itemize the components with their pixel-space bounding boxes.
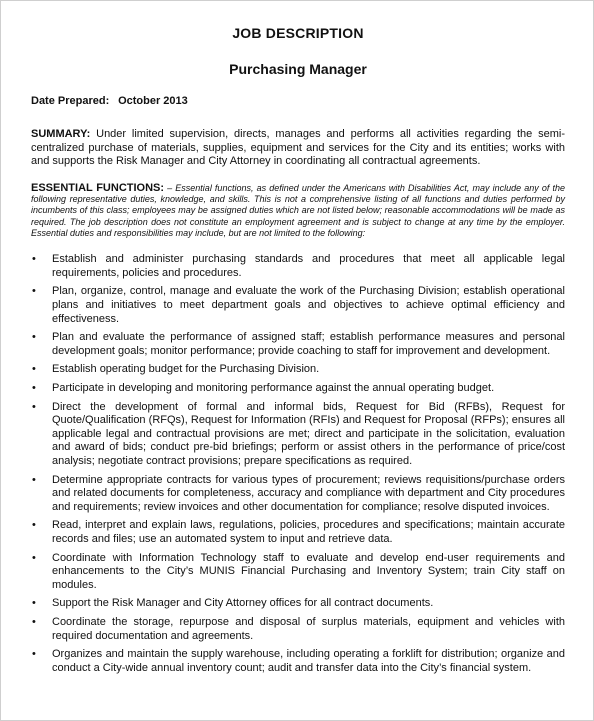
- list-item: [31, 382, 565, 396]
- document-title: JOB DESCRIPTION: [232, 25, 364, 41]
- summary-text: Under limited supervision, directs, manages and performs all activities regarding the semi-centralized purchase of materials, supplies, equipment and services for the City and its entities; works with and supports the Risk Manager and City Attorney in coordinating all contractual agreements.: [31, 128, 566, 168]
- list-item: [31, 597, 565, 611]
- summary-label: SUMMARY:: [31, 128, 91, 140]
- bullet-icon: •: [32, 363, 36, 376]
- function-text: Direct the development of formal and informal bids, Request for Bid (RFBs), Request for Quote/Qualification (RFQs), Request for Information (RFIs) and Request for Proposal (RFPs); ensures all applicable legal and contractual provisions are met; direct and participate in the solicitation, evaluation and award of bids; conduct pre-bid briefings; perform or assist others in the performance of price/cost analysis; negotiate contract provisions; prepare specifications as required.: [52, 400, 565, 467]
- list-item: [31, 616, 565, 643]
- function-text: Plan, organize, control, manage and evaluate the work of the Purchasing Division; establish operational plans and initiatives to meet department goals and objectives to achieve optimal efficiency and effectiveness.: [52, 285, 565, 325]
- date-label: Date Prepared:: [31, 95, 110, 107]
- list-item: [31, 474, 565, 515]
- date-value: October 2013: [118, 95, 188, 107]
- bullet-icon: •: [32, 382, 36, 395]
- function-text: Read, interpret and explain laws, regulations, policies, procedures and specifications; maintain accurate records and files; use an automated system to input and retrieve data.: [52, 519, 565, 545]
- bullet-icon: •: [32, 253, 36, 266]
- list-item: [31, 331, 565, 358]
- date-prepared: [31, 95, 565, 107]
- bullet-icon: •: [32, 400, 36, 413]
- function-text: Determine appropriate contracts for various types of procurement; reviews requisitions/purchase orders and related documents for completeness, accuracy and compliance with department and City procedures and requirements; review invoices and other documentation for compliance; resolve disputed invoices.: [52, 473, 565, 513]
- bullet-icon: •: [32, 473, 36, 486]
- list-item: [31, 363, 565, 377]
- list-item: [31, 552, 565, 593]
- position-title: Purchasing Manager: [229, 61, 367, 77]
- list-item: [31, 285, 565, 326]
- essential-label: ESSENTIAL FUNCTIONS:: [31, 181, 165, 194]
- bullet-icon: •: [32, 519, 36, 532]
- bullet-icon: •: [32, 285, 36, 298]
- list-item: [31, 519, 565, 546]
- list-item: [31, 401, 565, 469]
- function-text: Organizes and maintain the supply warehouse, including operating a forklift for distribution; organize and conduct a City-wide annual inventory count; audit and transfer data into the City’s financial system.: [52, 648, 565, 674]
- function-text: Coordinate the storage, repurpose and disposal of surplus materials, equipment and vehicles with required documentation and agreements.: [52, 615, 565, 642]
- function-text: Establish and administer purchasing standards and procedures that meet all applicable legal requirements, policies and procedures.: [52, 253, 565, 279]
- bullet-icon: •: [32, 648, 36, 661]
- bullet-icon: •: [32, 551, 36, 564]
- function-text: Plan and evaluate the performance of assigned staff; establish performance measures and personal development goals; monitor performance; provide coaching to staff for improvement and development.: [52, 331, 565, 357]
- bullet-icon: •: [32, 331, 36, 344]
- summary-section: [31, 128, 565, 169]
- list-item: [31, 648, 565, 675]
- list-item: [31, 253, 565, 280]
- bullet-icon: •: [32, 597, 36, 610]
- functions-list: [31, 253, 565, 675]
- function-text: Participate in developing and monitoring performance against the annual operating budget.: [52, 382, 495, 395]
- function-text: Establish operating budget for the Purchasing Division.: [52, 363, 320, 376]
- essential-text: – Essential functions, as defined under the Americans with Disabilities Act, may include any of the following representative duties, knowledge, and skills. This is not a comprehensive listing of all functions and duties performed by incumbents of this class; employees may be assigned duties which are not listed below; reasonable accommodations will be made as required. The job description does not constitute an employment agreement and is subject to change at any time by the employer. Essential duties and responsibilities may include, but are not limited to the following:: [31, 182, 565, 238]
- function-text: Support the Risk Manager and City Attorney offices for all contract documents.: [52, 597, 434, 610]
- function-text: Coordinate with Information Technology staff to evaluate and develop end-user requirements and enhancements to the City’s MUNIS Financial Purchasing and Inventory System; train City staff on modules.: [52, 551, 565, 591]
- essential-functions-intro: [31, 183, 565, 239]
- bullet-icon: •: [32, 615, 36, 628]
